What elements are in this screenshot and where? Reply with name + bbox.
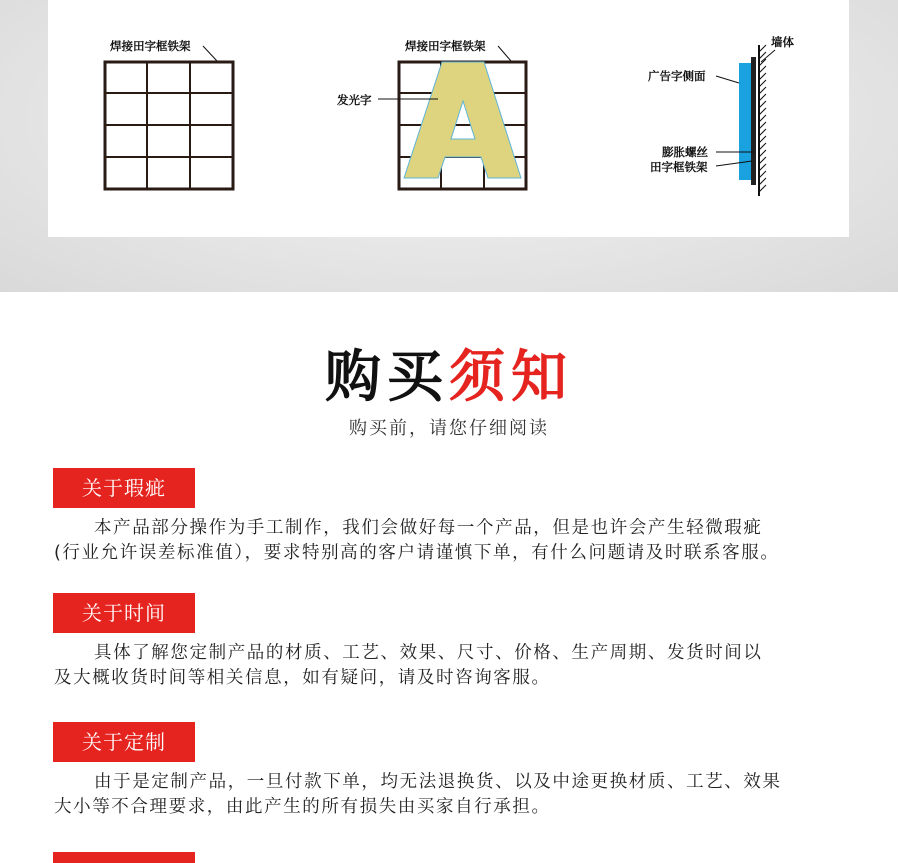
installation-diagram — [48, 0, 849, 237]
frame-label: 焊接田字框铁架 — [110, 39, 191, 53]
frame-with-letter-diagram — [336, 39, 526, 189]
page-title — [0, 346, 898, 410]
section-tag-next-partial — [53, 852, 195, 863]
diagram-panel — [48, 0, 849, 237]
letter-a-shape — [404, 62, 521, 178]
section-body-line: 及大概收货时间等相关信息，如有疑问，请及时咨询客服。 — [54, 668, 551, 688]
section-body-time — [54, 641, 854, 691]
section-body-line: 本产品部分操作为手工制作，我们会做好每一个产品，但是也许会产生轻微瑕疵 — [94, 518, 763, 538]
section-body-line: 具体了解您定制产品的材质、工艺、效果、尺寸、价格、生产周期、发货时间以 — [94, 643, 763, 663]
wall-hatch — [759, 45, 766, 192]
frame-label-3: 田字框铁架 — [650, 160, 708, 174]
glow-label: 发光字 — [337, 93, 372, 107]
page-subtitle: 购买前，请您仔细阅读 — [349, 418, 549, 439]
side-view-diagram — [648, 35, 794, 196]
side-label: 广告字侧面 — [648, 69, 706, 83]
section-tag-defects: 关于瑕疵 — [53, 468, 195, 508]
screw-label: 膨胀螺丝 — [662, 145, 708, 159]
title-part-1: 购买 — [325, 345, 449, 410]
section-body-line: 大小等不合理要求，由此产生的所有损失由买家自行承担。 — [54, 797, 551, 817]
section-body-line: (行业允许误差标准值），要求特别高的客户请谨慎下单，有什么问题请及时联系客服。 — [54, 543, 780, 563]
wall-label: 墙体 — [771, 35, 794, 49]
section-body-line: 由于是定制产品，一旦付款下单，均无法退换货、以及中途更换材质、工艺、效果 — [94, 772, 782, 792]
title-part-2: 须知 — [449, 345, 573, 410]
section-body-defects — [54, 516, 854, 566]
section-body-custom — [54, 770, 854, 820]
section-tag-time: 关于时间 — [53, 593, 195, 633]
grid-frame-diagram — [105, 39, 233, 189]
frame-label-2: 焊接田字框铁架 — [405, 39, 486, 53]
section-tag-custom: 关于定制 — [53, 722, 195, 762]
